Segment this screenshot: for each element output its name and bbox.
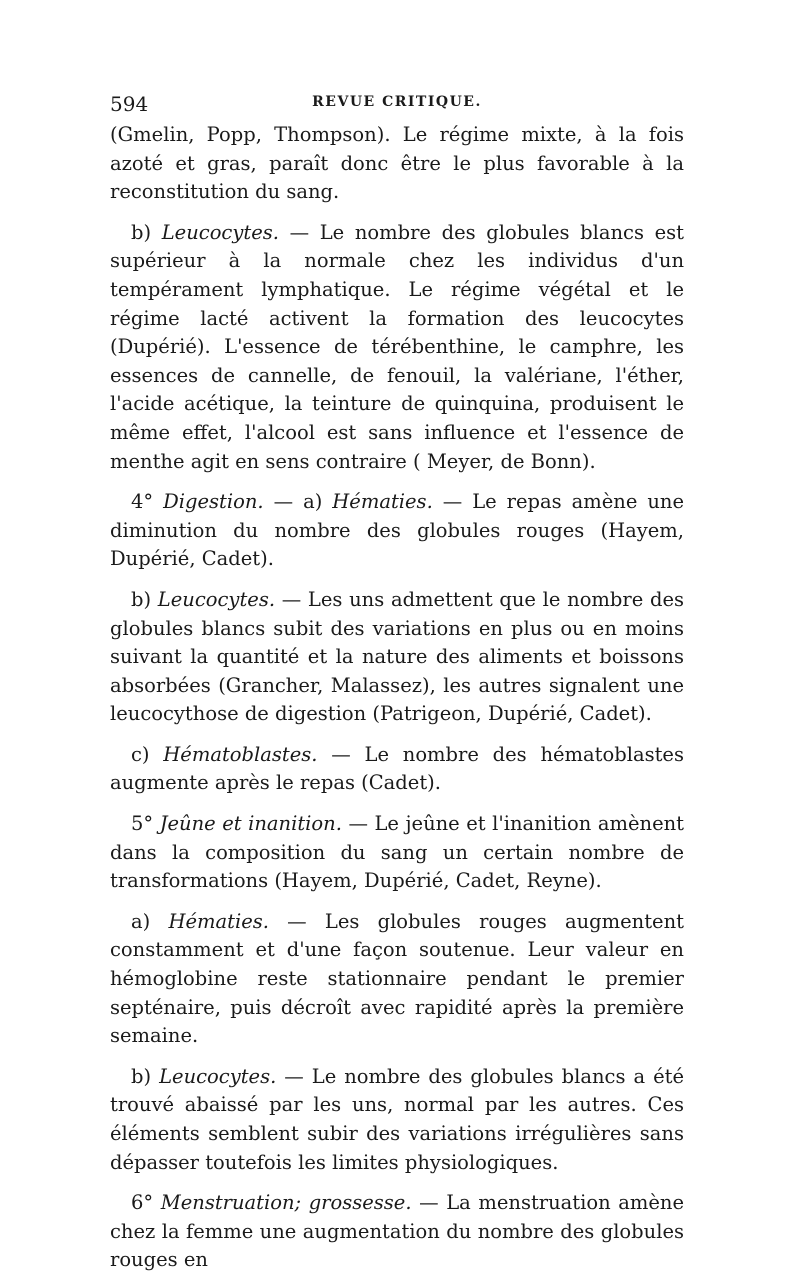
item-marker: b) bbox=[131, 587, 158, 611]
paragraph-jeune-hematies bbox=[110, 908, 684, 1051]
section-label: Leucocytes. bbox=[161, 220, 279, 244]
item-marker: 4° bbox=[131, 490, 164, 514]
section-label: Hématies. bbox=[168, 909, 269, 933]
paragraph-jeune-leucocytes bbox=[110, 1063, 684, 1177]
paragraph-digestion-hematies bbox=[110, 488, 684, 574]
paragraph-text: — Le nombre des globules blancs est supérieur à la normale chez les individus d'un tempérament lymphatique. Le régime végétal et le régime lacté activent la formation des leucocytes (Dupérié). L'essence de térébenthine, le camphre, les essences de cannelle, de fenouil, la valériane, l'éther, l'acide acétique, la teinture de quinquina, produisent le même effet, l'alcool est sans influence et l'essence de menthe agit en sens contraire ( Meyer, de Bonn). bbox=[110, 220, 684, 473]
item-marker: c) bbox=[131, 742, 164, 766]
paragraph-text: — Le jeûne et l'inanition amènent dans la composition du sang un certain nombre de transformations (Hayem, Dupérié, Cadet, Reyne). bbox=[110, 812, 685, 893]
paragraph-jeune-inanition bbox=[110, 810, 684, 896]
paragraph-digestion-leucocytes bbox=[110, 586, 684, 729]
running-head: REVUE CRITIQUE. bbox=[312, 94, 482, 110]
paragraph-text: — Le nombre des hématoblastes augmente après le repas (Cadet). bbox=[110, 742, 684, 795]
book-page bbox=[110, 92, 684, 1287]
page-number: 594 bbox=[110, 92, 149, 116]
item-marker: a) bbox=[131, 909, 169, 933]
section-label: Digestion. bbox=[163, 490, 264, 514]
paragraph-text: — La menstruation amène chez la femme une augmentation du nombre des globules rouges en bbox=[110, 1191, 685, 1272]
item-marker: — a) bbox=[263, 490, 333, 514]
page-header bbox=[110, 92, 684, 120]
paragraph-continuation bbox=[110, 121, 684, 207]
section-label: Jeûne et inanition. bbox=[159, 812, 342, 836]
paragraph-leucocytes-regime bbox=[110, 219, 684, 476]
item-marker: 6° bbox=[131, 1191, 161, 1215]
section-label: Menstruation; grossesse. bbox=[160, 1191, 412, 1215]
subsection-label: Hématies. bbox=[332, 490, 433, 514]
paragraph-text: — Le repas amène une diminution du nombre des globules rouges (Hayem, Dupérié, Cadet). bbox=[110, 490, 685, 571]
paragraph-text: (Gmelin, Popp, Thompson). Le régime mixte, à la fois azoté et gras, paraît donc être le plus favorable à la reconstitution du sang. bbox=[110, 123, 684, 204]
section-label: Hématoblastes. bbox=[163, 742, 318, 766]
paragraph-text: — Les uns admettent que le nombre des globules blancs subit des variations en plus ou en moins suivant la quantité et la nature des aliments et boissons absorbées (Grancher, Malassez), les autres signalent une leucocythose de digestion (Patrigeon, Dupérié, Cadet). bbox=[110, 587, 684, 726]
item-marker: b) bbox=[131, 1064, 160, 1088]
section-label: Leucocytes. bbox=[157, 587, 276, 611]
paragraph-menstruation bbox=[110, 1189, 684, 1275]
paragraph-text: — Le nombre des globules blancs a été trouvé abaissé par les uns, normal par les autres. Ces éléments semblent subir des variations irrégulières sans dépasser toutefois les limites physiologiques. bbox=[110, 1064, 684, 1174]
item-marker: b) bbox=[131, 220, 162, 244]
paragraph-text: — Les globules rouges augmentent constamment et d'une façon soutenue. Leur valeur en hémoglobine reste stationnaire pendant le premier septénaire, puis décroît avec rapidité après la première semaine. bbox=[110, 909, 684, 1048]
section-label: Leucocytes. bbox=[159, 1064, 277, 1088]
paragraph-digestion-hematoblastes bbox=[110, 741, 684, 798]
item-marker: 5° bbox=[131, 812, 160, 836]
